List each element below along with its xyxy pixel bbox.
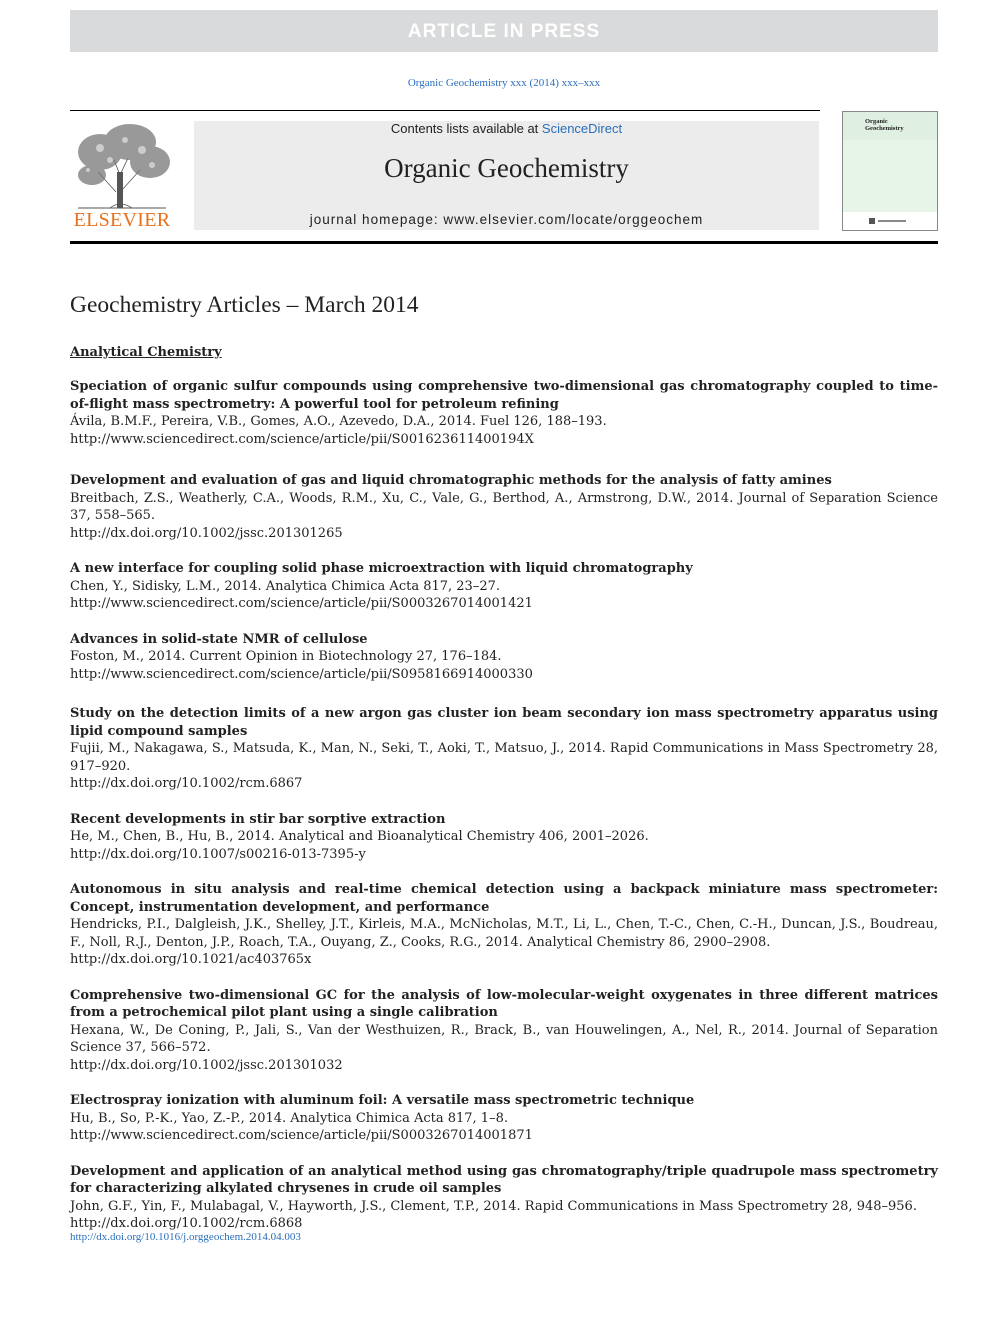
- reference-url[interactable]: http://dx.doi.org/10.1002/rcm.6867: [70, 776, 303, 791]
- reference-title: Comprehensive two-dimensional GC for the analysis of low-molecular-weight oxygenates in three different matrices from a petrochemical pilot plant using a single calibration: [70, 987, 938, 1020]
- reference-item: [70, 1163, 938, 1233]
- reference-authors: He, M., Chen, B., Hu, B., 2014. Analytical and Bioanalytical Chemistry 406, 2001–2026.: [70, 829, 649, 844]
- cover-body: [843, 140, 937, 212]
- journal-citation-link[interactable]: Organic Geochemistry xxx (2014) xxx–xxx: [407, 77, 601, 89]
- reference-item: [70, 987, 938, 1075]
- reference-title: Speciation of organic sulfur compounds using comprehensive two-dimensional gas chromatography coupled to time-of-flight mass spectrometry: A powerful tool for petroleum refining: [70, 379, 938, 412]
- reference-url[interactable]: http://dx.doi.org/10.1002/rcm.6868: [70, 1216, 303, 1231]
- article-doi-link[interactable]: http://dx.doi.org/10.1016/j.orggeochem.2014.04.003: [70, 1231, 301, 1243]
- header-divider: [70, 110, 820, 111]
- elsevier-wordmark: ELSEVIER: [73, 209, 171, 231]
- reference-title: Study on the detection limits of a new argon gas cluster ion beam secondary ion mass spectrometry apparatus using lipid compound samples: [70, 706, 938, 739]
- reference-authors: Fujii, M., Nakagawa, S., Matsuda, K., Man, N., Seki, T., Aoki, T., Matsuo, J., 2014. Rapid Communications in Mass Spectrometry 28, 917–920.: [70, 741, 938, 774]
- journal-homepage[interactable]: journal homepage: www.elsevier.com/locate/orggeochem: [309, 212, 704, 227]
- reference-authors: Hu, B., So, P.-K., Yao, Z.-P., 2014. Analytica Chimica Acta 817, 1–8.: [70, 1110, 508, 1126]
- cover-title: [865, 118, 904, 132]
- reference-item: [70, 881, 938, 969]
- reference-list: [70, 378, 938, 1251]
- reference-title: A new interface for coupling solid phase microextraction with liquid chromatography: [70, 561, 693, 576]
- reference-authors: Chen, Y., Sidisky, L.M., 2014. Analytica Chimica Acta 817, 23–27.: [70, 578, 501, 594]
- cover-title-line2: Geochemistry: [865, 125, 904, 132]
- reference-title: Electrospray ionization with aluminum foil: A versatile mass spectrometric technique: [70, 1093, 695, 1108]
- reference-url[interactable]: http://www.sciencedirect.com/science/article/pii/S0958166914000330: [70, 666, 533, 682]
- header-bottom-rule: [70, 241, 938, 244]
- reference-authors: Hexana, W., De Coning, P., Jali, S., Van der Westhuizen, R., Brack, B., van Houwelingen, A., Nel, R., 2014. Journal of Separation Science 37, 566–572.: [70, 1022, 938, 1055]
- reference-item: [70, 1092, 938, 1145]
- reference-title: Development and evaluation of gas and liquid chromatographic methods for the analysis of fatty amines: [70, 473, 832, 488]
- reference-title: Development and application of an analytical method using gas chromatography/triple quadrupole mass spectrometry for characterizing alkylated chrysenes in crude oil samples: [70, 1163, 938, 1196]
- article-in-press-banner: ARTICLE IN PRESS: [70, 10, 938, 52]
- reference-title: Advances in solid-state NMR of cellulose: [70, 631, 368, 647]
- reference-authors: John, G.F., Yin, F., Mulabagal, V., Hayworth, J.S., Clement, T.P., 2014. Rapid Communications in Mass Spectrometry 28, 948–956.: [70, 1198, 917, 1214]
- reference-url[interactable]: http://www.sciencedirect.com/science/article/pii/S0003267014001871: [70, 1128, 533, 1143]
- reference-authors: Foston, M., 2014. Current Opinion in Biotechnology 27, 176–184.: [70, 649, 502, 664]
- reference-item: [70, 472, 938, 542]
- reference-item: [70, 705, 938, 793]
- reference-item: [70, 378, 938, 448]
- reference-url[interactable]: http://dx.doi.org/10.1007/s00216-013-7395-y: [70, 846, 366, 862]
- reference-title: Recent developments in stir bar sorptive extraction: [70, 811, 446, 827]
- reference-item: [70, 631, 938, 684]
- reference-title: Autonomous in situ analysis and real-time chemical detection using a backpack miniature mass spectrometer: Concept, instrumentation development, and performance: [70, 882, 938, 915]
- reference-url[interactable]: http://dx.doi.org/10.1002/jssc.201301032: [70, 1057, 343, 1073]
- journal-cover-thumbnail: [842, 111, 938, 231]
- contents-available: [194, 121, 819, 136]
- reference-url[interactable]: http://www.sciencedirect.com/science/article/pii/S001623611400194X: [70, 431, 534, 447]
- reference-authors: Ávila, B.M.F., Pereira, V.B., Gomes, A.O., Azevedo, D.A., 2014. Fuel 126, 188–193.: [70, 414, 607, 429]
- section-heading: Analytical Chemistry: [70, 345, 222, 360]
- reference-url[interactable]: http://dx.doi.org/10.1002/jssc.201301265: [70, 525, 343, 541]
- contents-prefix: Contents lists available at: [390, 121, 542, 136]
- cover-publisher-icon: [869, 218, 909, 224]
- reference-authors: Breitbach, Z.S., Weatherly, C.A., Woods, R.M., Xu, C., Vale, G., Berthod, A., Armstrong, D.W., 2014. Journal of Separation Science 37, 558–565.: [70, 490, 938, 523]
- reference-url[interactable]: http://www.sciencedirect.com/science/article/pii/S0003267014001421: [70, 596, 533, 611]
- reference-authors: Hendricks, P.I., Dalgleish, J.K., Shelley, J.T., Kirleis, M.A., McNicholas, M.T., Li, L., Chen, T.-C., Chen, C.-H., Duncan, J.S., Boudreau, F., Noll, R.J., Denton, J.P., Roach, T.A., Ouyang, Z., Cooks, R.G., 2014. Analytical Chemistry 86, 2900–2908.: [70, 917, 938, 950]
- reference-item: [70, 560, 938, 613]
- page-title: Geochemistry Articles – March 2014: [70, 292, 419, 318]
- reference-url[interactable]: http://dx.doi.org/10.1021/ac403765x: [70, 952, 312, 967]
- cover-publisher-mark: [869, 218, 909, 225]
- journal-title: Organic Geochemistry: [384, 153, 629, 183]
- cover-title-line1: Organic: [865, 118, 888, 125]
- reference-item: [70, 811, 938, 864]
- sciencedirect-link[interactable]: ScienceDirect: [541, 121, 623, 136]
